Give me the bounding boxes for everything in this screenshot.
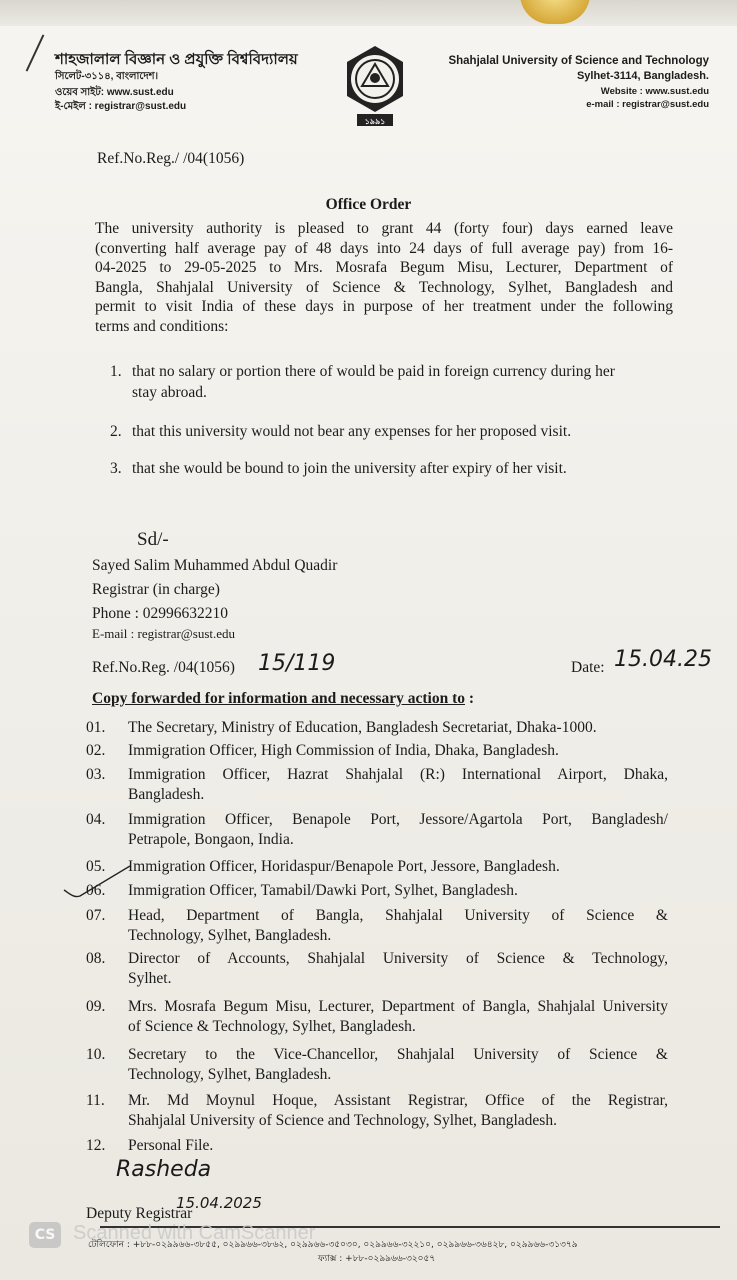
deputy-registrar-title: Deputy Registrar <box>86 1205 193 1222</box>
document-title: Office Order <box>325 196 412 213</box>
body-line: 04-2025 to 29-05-2025 to Mrs. Mosrafa Begum Misu, Lecturer, Department of <box>95 259 673 277</box>
letterhead-bn-address: সিলেট-৩১১৪, বাংলাদেশ। <box>55 71 159 82</box>
signature-sd: Sd/- <box>137 529 169 550</box>
camscanner-logo-icon: CS <box>29 1222 61 1248</box>
reference-number: Ref.No.Reg./ /04(1056) <box>97 150 245 167</box>
reference-number-bottom: Ref.No.Reg. /04(1056) <box>92 659 235 676</box>
body-line: The university authority is pleased to grant 44 (forty four) days earned leave <box>95 220 673 237</box>
signatory-designation: Registrar (in charge) <box>92 581 220 598</box>
body-line: permit to visit India of these days in purpose of her treatment under the following <box>95 298 673 316</box>
term-item: 1. that no salary or portion there of would be paid in foreign currency during her stay abroad. <box>110 363 615 401</box>
footer-phone: টেলিফোন : +৮৮-০২৯৯৬৬-৩৮৫৫, ০২৯৯৬৬-৩৮৬২, ০২৯৯৬৬-৩৫০৩০, ০২৯৯৬৬-৩২২১০, ০২৯৯৬৬-৩৬৪২৮, ০২৯৯৬৬-৩১৩৭৯ <box>88 1240 578 1250</box>
letterhead-bn-email: ই-মেইল : registrar@sust.edu <box>55 101 187 112</box>
order-body <box>95 219 673 337</box>
deputy-date-handwritten: 15.04.2025 <box>176 1194 262 1212</box>
footer-fax: ফ্যাক্স : +৮৮-০২৯৯৬৬-৩২০৫৭ <box>318 1254 436 1264</box>
pen-mark <box>26 34 45 71</box>
seal-year: ১৯৯১ <box>364 117 386 126</box>
handwritten-ref: 15/119 <box>258 651 336 676</box>
document-page: শাহজালাল বিজ্ঞান ও প্রযুক্তি বিশ্ববিদ্যালয় সিলেট-৩১১৪, বাংলাদেশ। ওয়েব সাইট: www.sust.edu ই-মেইল : registrar@sust.edu ১৯৯১ Shahjalal University of Science and Technology Sylhet-3114, Bangladesh. Website : www.sust.edu e-mail : registrar@sust.edu Ref.No.Reg./ /04(1056) Office Order The university authority is pleased to grant 44 (forty four) days earned leave (converting half average pay of 48 days into 24 days of full average pay) from 16- 04-2025 to 29-05-2025 to Mrs. Mosrafa Begum Misu, Lecturer, Department of Bangla, Shahjalal University of Science & Technology, Sylhet, Bangladesh and permit to visit India of these days in purpose of her treatment under the following terms and conditions: 1. that no salary or portion there of would be paid in foreign currency during her stay abroad. 2. that this university would not bear any expenses for her proposed visit. 3. that she would be bound to join the university after expiry of her visit. Sd/- Sayed Salim Muhammed Abdul Quadir Registrar (in charge) Phone : 02996632210 E-mail : registrar@sust.edu Ref.No.Reg. /04(1056) 15/119 Date: 15.04.25 Copy forwarded for information and necessary action to : 01. The Secretary, Ministry of Education, Bangladesh Secretariat, Dhaka-1000. 02. Immigration Officer, High Commission of India, Dhaka, Bangladesh. 03. Immigration Officer, Hazrat Shahjalal (R:) International Airport, Dhaka, Bangladesh. 04. Immigration Officer, Benapole Port, Jessore/Agartola Port, Bangladesh/ Petrapole, Bongaon, India. 05. Immigration Officer, Horidaspur/Benapole Port, Jessore, Bangladesh. 06. Immigration Officer, Tamabil/Dawki Port, Sylhet, Bangladesh. 07. Head, Department of Bangla, Shahjalal University of Science & Technology, Sylhet, Bangladesh. 08. Director of Accounts, Shahjalal University of Science & Technology, Sylhet. 09. Mrs. Mosrafa Begum Misu, Lecturer, Department of Bangla, Shahjalal University of Science & Technology, Sylhet, Bangladesh. 10. Secretary to the Vice-Chancellor, Shahjalal University of Science & Technology, Sylhet, Bangladesh. 11. Mr. Md Moynul Hoque, Assistant Registrar, Office of the Registrar, Shahjalal University of Science and Technology, Sylhet, Bangladesh. 12. Personal File. Rasheda 15.04.2025 Deputy Registrar টেলিফোন : +৮৮-০২৯৯৬৬-৩৮৫৫, ০২৯৯৬৬-৩৮৬২, ০২৯৯৬৬-৩৫০৩০, ০২৯৯৬৬-৩২২১০, ০২৯৯৬৬-৩৬৪২৮, ০২৯৯৬৬-৩১৩৭৯ ফ্যাক্স : +৮৮-০২৯৯৬৬-৩২০৫৭ CS Scanned with CamScanner <box>0 0 737 1280</box>
letterhead-bn-name: শাহজালাল বিজ্ঞান ও প্রযুক্তি বিশ্ববিদ্যালয় <box>55 51 298 68</box>
body-line: Bangla, Shahjalal University of Science & Technology, Sylhet, Bangladesh and <box>95 278 673 296</box>
body-line: (converting half average pay of 48 days into 24 days of full average pay) from 16- <box>95 239 673 257</box>
letterhead-en-email: e-mail : registrar@sust.edu <box>586 99 709 110</box>
signatory-name: Sayed Salim Muhammed Abdul Quadir <box>92 557 338 574</box>
deputy-signature-handwritten: Rasheda <box>116 1157 212 1182</box>
tick-mark-icon <box>60 860 140 902</box>
date-label: Date: <box>571 659 605 676</box>
university-seal-icon <box>340 44 410 126</box>
signatory-phone: Phone : 02996632210 <box>92 605 229 622</box>
letterhead-en-website: Website : www.sust.edu <box>600 86 709 97</box>
signatory-email: E-mail : registrar@sust.edu <box>92 626 236 641</box>
letterhead-en-address: Sylhet-3114, Bangladesh. <box>576 70 709 82</box>
copy-forwarded-heading: Copy forwarded for information and necessary action to : <box>92 690 475 707</box>
scanner-watermark: Scanned with CamScanner <box>73 1222 316 1244</box>
letterhead-bn-website: ওয়েব সাইট: www.sust.edu <box>55 87 174 98</box>
letterhead-en-name: Shahjalal University of Science and Technology <box>448 55 709 67</box>
body-line: terms and conditions: <box>95 317 229 335</box>
scan-top-edge <box>0 0 737 26</box>
handwritten-date: 15.04.25 <box>614 647 712 672</box>
